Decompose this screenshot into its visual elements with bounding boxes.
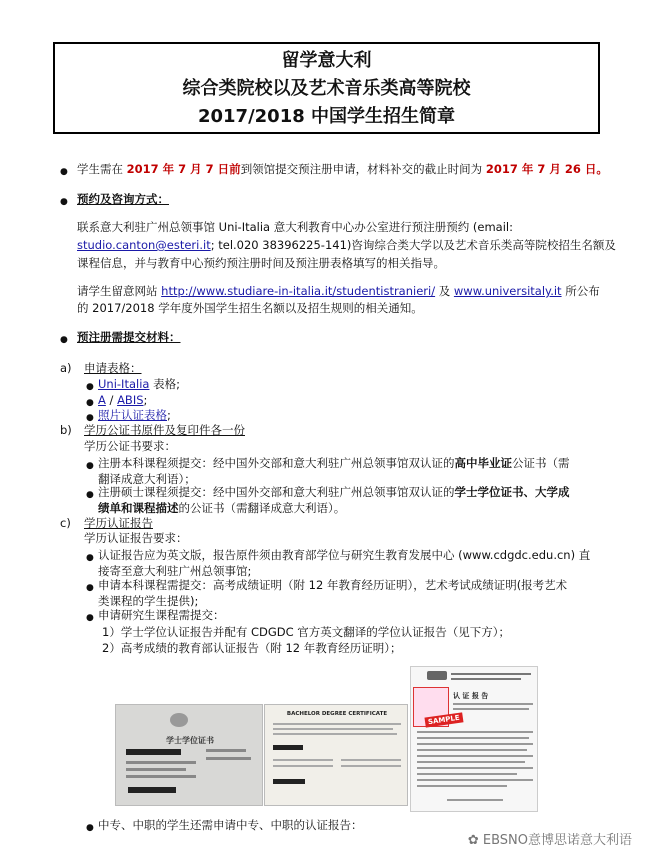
redaction-bar <box>126 749 181 755</box>
text-line <box>417 731 533 733</box>
deadline-text: 学生需在 2017 年 7 月 7 日前到领馆提交预注册申请，材料补交的截止时间为 2017 年 7 月 26 日。 <box>77 162 608 176</box>
b-item1-line2: 翻译成意大利语）； <box>98 472 196 486</box>
text-line <box>273 723 401 725</box>
bullet-icon: ● <box>86 613 94 623</box>
c-item1-line1: 认证报告应为英文版，报告原件须由教育部学位与研究生教育发展中心 (www.cdgdc.edu.cn) 直 <box>98 548 591 562</box>
bullet-icon: ● <box>86 823 94 833</box>
bullet-icon: ● <box>60 167 68 177</box>
c-item1-line2: 接寄至意大利驻广州总领事馆; <box>98 564 252 578</box>
c-item2-line2: 类课程的学生提供); <box>98 594 199 608</box>
uni-italia-form-link[interactable]: Uni-Italia <box>98 377 150 391</box>
text-line <box>417 773 517 775</box>
verification-report-image <box>410 666 538 812</box>
bullet-icon: ● <box>60 335 68 345</box>
text-line <box>451 678 521 680</box>
bullet-icon: ● <box>86 490 94 500</box>
degree-certificate-image <box>115 704 263 806</box>
text-line <box>273 733 397 735</box>
contact-para-line3: 课程信息，并与教育中心预约预注册时间及预注册表格填写的相关指导。 <box>77 256 445 270</box>
bullet-icon: ● <box>86 583 94 593</box>
title-box <box>53 42 600 134</box>
item-a-label: a) <box>60 361 72 375</box>
wechat-icon: ✿ <box>467 833 483 849</box>
text-line <box>417 737 529 739</box>
text-line <box>447 799 503 801</box>
email-link[interactable]: studio.canton@esteri.it <box>77 238 211 252</box>
redaction-bar <box>273 779 305 784</box>
form-item: 照片认证表格; <box>98 408 171 422</box>
c-item3-sub2: 2）高考成绩的教育部认证报告（附 12 年教育经历证明）； <box>102 641 402 655</box>
item-b-title: 学历公证书原件及复印件各一份 <box>84 423 245 437</box>
text-line <box>273 759 333 761</box>
form-a-link[interactable]: A <box>98 393 106 407</box>
bullet-icon: ● <box>86 398 94 408</box>
section-heading-materials: 预注册需提交材料： <box>77 330 181 344</box>
text-line <box>126 775 196 778</box>
b-item2-line1: 注册硕士课程须提交：经中国外交部和意大利驻广州总领事馆双认证的学士学位证书、大学成 <box>98 485 570 499</box>
photo-form-link[interactable]: 照片认证表格 <box>98 408 167 422</box>
item-c-label: c) <box>60 516 71 530</box>
text-line <box>417 755 533 757</box>
item-a-title: 申请表格： <box>84 361 142 375</box>
text-line <box>451 673 531 675</box>
text-line <box>206 749 246 752</box>
bullet-icon: ● <box>86 553 94 563</box>
website-para-line2: 的 2017/2018 学年度外国学生招生名额以及招生规则的相关通知。 <box>77 301 423 315</box>
section-heading-contact: 预约及咨询方式： <box>77 192 169 206</box>
form-item: A / ABIS; <box>98 393 148 407</box>
redaction-bar <box>273 745 303 750</box>
watermark: ✿ EBSNO意博思诺意大利语 <box>467 833 632 849</box>
sample-stamp: SAMPLE <box>424 712 463 727</box>
item-c-title: 学历认证报告 <box>84 516 153 530</box>
redaction-bar <box>128 787 176 793</box>
form-abis-link[interactable]: ABIS <box>117 393 144 407</box>
title-line-1: 留学意大利 <box>281 50 372 71</box>
bullet-icon: ● <box>60 197 68 207</box>
text-line <box>341 765 401 767</box>
title-line-3: 2017/2018 中国学生招生简章 <box>197 106 456 127</box>
contact-para-line1: 联系意大利驻广州总领事馆 Uni-Italia 意大利教育中心办公室进行预注册预约 (email: <box>77 220 513 234</box>
text-line <box>126 768 186 771</box>
text-line <box>453 708 529 710</box>
c-last-item: 中专、中职的学生还需申请中专、中职的认证报告： <box>98 818 363 832</box>
c-item2-line1: 申请本科课程需提交：高考成绩证明（附 12 年教育经历证明），艺术考试成绩证明(报考艺术 <box>98 578 568 592</box>
text-line <box>206 757 251 760</box>
emblem-icon <box>170 713 188 727</box>
bachelor-certificate-image <box>264 704 408 806</box>
text-line <box>417 785 507 787</box>
cert3-title: 认 证 报 告 <box>453 692 489 700</box>
text-line <box>273 728 393 730</box>
text-line <box>417 743 533 745</box>
c-item3-sub1: 1）学士学位认证报告并配有 CDGDC 官方英文翻译的学位认证报告（见下方）； <box>102 625 511 639</box>
item-c-sub: 学历认证报告要求： <box>84 531 188 545</box>
studiare-link[interactable]: http://www.studiare-in-italia.it/studentistranieri/ <box>161 284 436 298</box>
contact-para-line2: studio.canton@esteri.it; tel.020 38396225-141)咨询综合类大学以及艺术音乐类高等院校招生名额及 <box>77 238 616 252</box>
b-item1-line1: 注册本科课程须提交：经中国外交部和意大利驻广州总领事馆双认证的高中毕业证公证书（需 <box>98 456 570 470</box>
text-line <box>273 765 333 767</box>
bullet-icon: ● <box>86 382 94 392</box>
universitaly-link[interactable]: www.universitaly.it <box>453 284 562 298</box>
form-item: Uni-Italia 表格; <box>98 377 180 391</box>
item-b-label: b) <box>60 423 72 437</box>
bullet-icon: ● <box>86 461 94 471</box>
b-item2-line2: 绩单和课程描述的公证书（需翻译成意大利语）。 <box>98 501 346 515</box>
item-b-sub: 学历公证书要求： <box>84 439 176 453</box>
cert1-title: 学士学位证书 <box>166 736 214 745</box>
text-line <box>126 761 196 764</box>
text-line <box>453 703 533 705</box>
text-line <box>341 759 401 761</box>
c-item3: 申请研究生课程需提交： <box>98 608 225 622</box>
text-line <box>417 779 533 781</box>
text-line <box>417 761 525 763</box>
bullet-icon: ● <box>86 413 94 423</box>
cert2-title: BACHELOR DEGREE CERTIFICATE <box>286 711 388 717</box>
website-para-line1: 请学生留意网站 http://www.studiare-in-italia.it/studentistranieri/ 及 www.universitaly.it 所公布 <box>77 284 600 298</box>
title-line-2: 综合类院校以及艺术音乐类高等院校 <box>182 78 471 99</box>
logo-icon <box>427 671 447 680</box>
text-line <box>417 767 533 769</box>
text-line <box>417 749 527 751</box>
